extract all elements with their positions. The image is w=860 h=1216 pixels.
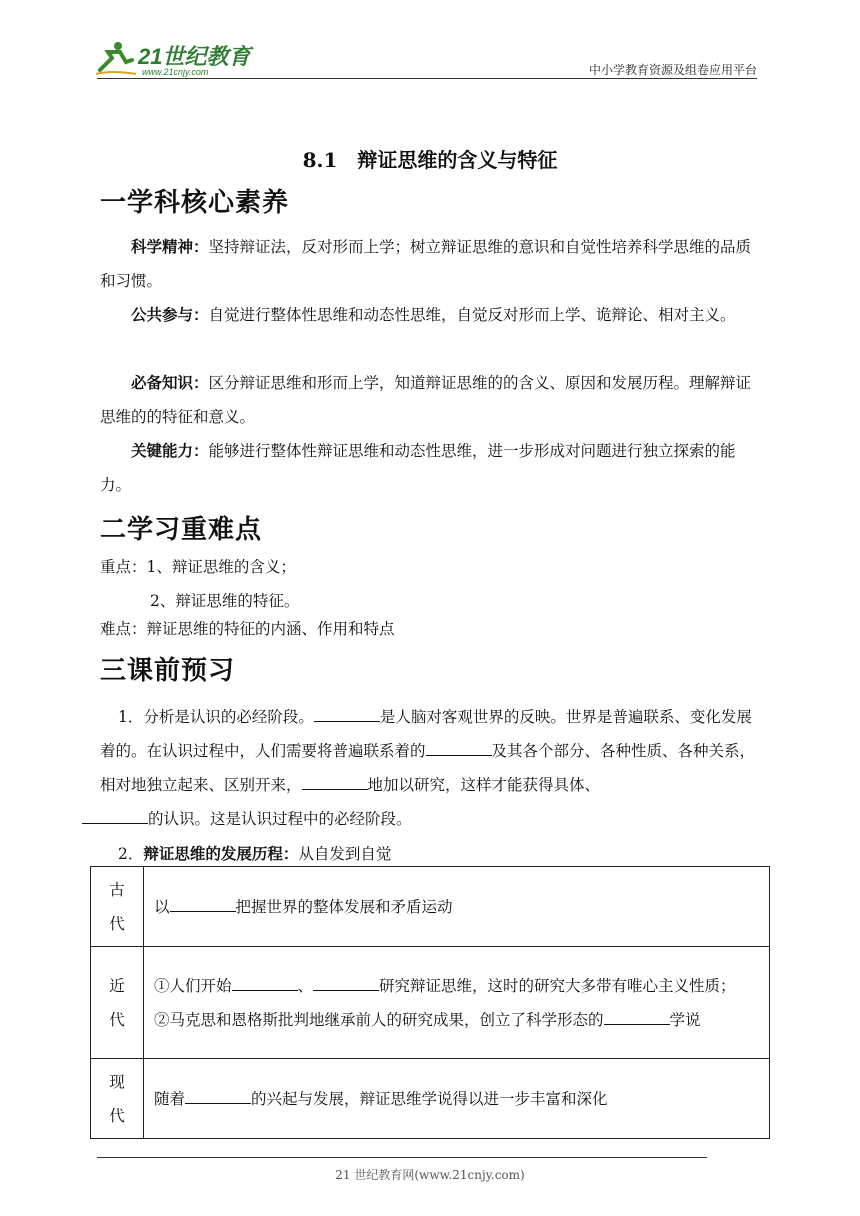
- platform-name: 中小学教育资源及组卷应用平台: [588, 63, 757, 77]
- table-row: [91, 947, 770, 1059]
- answer-blank[interactable]: [170, 897, 236, 912]
- ancient-desc: 以 把握世界的整体发展和矛盾运动: [144, 867, 770, 947]
- answer-blank[interactable]: [313, 976, 379, 991]
- section-heading-key-points: 二学习重难点: [100, 515, 263, 545]
- runner-icon: [96, 42, 136, 74]
- section-heading-preview: 三课前预习: [100, 656, 236, 686]
- preview-question-1: 1．分析是认识的必经阶段。 是人脑对客观世界的反映。世界是普遍联系、变化发展着的。在认识过程中，人们需要将普遍联系着的 及其各个部分、各种性质、各种关系，相对地独立起来、区别开来， 地加以研究，这样才能获得具体、 的认识。这是认识过程中的必经阶段。: [100, 700, 762, 836]
- answer-blank[interactable]: [426, 741, 492, 756]
- footer-text: 21 世纪教育网(www.21cnjy.com): [335, 1168, 525, 1182]
- modern-desc: ①人们开始 、 研究辩证思维，这时的研究大多带有唯心主义性质； ②马克思和恩格斯批判地继承前人的研究成果，创立了科学形态的 学说: [144, 947, 770, 1059]
- logo: [92, 40, 272, 78]
- key-point-1: 重点：1、辩证思维的含义；: [100, 558, 296, 576]
- table-row: [91, 867, 770, 947]
- header-divider: [97, 78, 757, 79]
- history-table: [90, 866, 770, 1139]
- difficult-point: 难点：辩证思维的特征的内涵、作用和特点: [100, 620, 395, 638]
- table-row: [91, 1059, 770, 1139]
- key-point-2: 2、辩证思维的特征。: [150, 592, 300, 610]
- preview-question-2: 2．辩证思维的发展历程：从自发到自觉: [118, 844, 392, 863]
- era-contemporary: 现 代: [91, 1059, 144, 1139]
- core-item-science: 科学精神：坚持辩证法，反对形而上学；树立辩证思维的意识和自觉性培养科学思维的品质和习惯。: [100, 237, 752, 290]
- answer-blank[interactable]: [314, 707, 380, 722]
- answer-blank[interactable]: [185, 1089, 251, 1104]
- section-heading-core-literacy: 一学科核心素养: [100, 188, 290, 218]
- logo-url: www.21cnjy.com: [142, 67, 209, 77]
- era-modern: 近 代: [91, 947, 144, 1059]
- answer-blank[interactable]: [232, 976, 298, 991]
- answer-blank[interactable]: [302, 775, 368, 790]
- document-title: 8.1 辩证思维的含义与特征: [302, 148, 558, 172]
- footer-divider: [97, 1157, 707, 1158]
- core-item-public: 公共参与：自觉进行整体性思维和动态性思维，自觉反对形而上学、诡辩论、相对主义。: [131, 305, 736, 324]
- core-item-ability: 关键能力：能够进行整体性辩证思维和动态性思维，进一步形成对问题进行独立探索的能力。: [100, 441, 736, 494]
- era-ancient: 古 代: [91, 867, 144, 947]
- answer-blank[interactable]: [82, 809, 148, 824]
- core-item-knowledge: 必备知识：区分辩证思维和形而上学，知道辩证思维的的含义、原因和发展历程。理解辩证思维的的特征和意义。: [100, 373, 752, 426]
- answer-blank[interactable]: [604, 1010, 670, 1025]
- contemporary-desc: 随着 的兴起与发展，辩证思维学说得以进一步丰富和深化: [144, 1059, 770, 1139]
- logo-text: 21世纪教育: [138, 44, 251, 69]
